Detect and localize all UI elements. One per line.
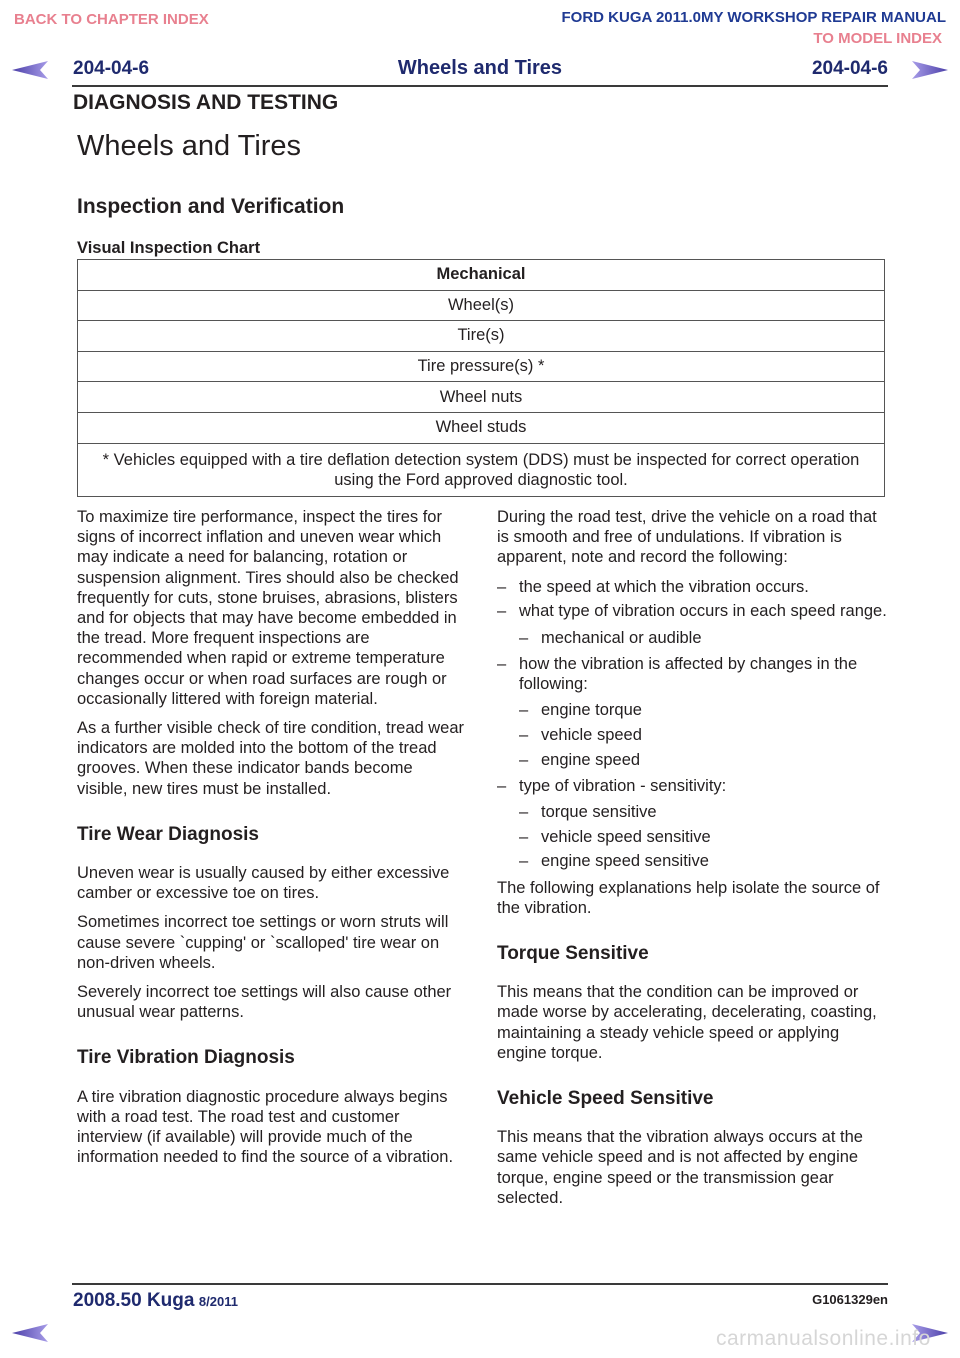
list-item: – mechanical or audible — [519, 628, 889, 648]
manual-title: FORD KUGA 2011.0MY WORKSHOP REPAIR MANUAL — [561, 9, 946, 26]
table-row — [78, 321, 885, 352]
list-item: – torque sensitive — [519, 802, 889, 822]
visual-inspection-chart — [77, 259, 885, 497]
left-column — [77, 507, 467, 1176]
list-item: – engine torque — [519, 700, 889, 720]
footer-rule — [72, 1283, 888, 1285]
table-row — [78, 351, 885, 382]
document-code: G1061329en — [812, 1292, 888, 1307]
list-item: – engine speed sensitive — [519, 851, 889, 871]
category-label: DIAGNOSIS AND TESTING — [73, 91, 339, 114]
table-cell: Tire pressure(s) * — [78, 351, 885, 382]
table-header-cell: Mechanical — [78, 260, 885, 291]
table-row — [78, 260, 885, 291]
footer-model: 2008.50 Kuga — [73, 1290, 195, 1311]
table-cell: Wheel nuts — [78, 382, 885, 413]
header-rule — [72, 85, 888, 87]
table-row — [78, 382, 885, 413]
paragraph: This means that the condition can be improved or made worse by accelerating, decelerating, coasting, maintaining a steady vehicle speed or applying engine torque. — [497, 983, 877, 1062]
footer-model-info — [73, 1290, 238, 1312]
list-item: – the speed at which the vibration occurs. — [497, 577, 889, 597]
table-cell: Tire(s) — [78, 321, 885, 352]
table-row — [78, 443, 885, 496]
right-column — [497, 507, 889, 1217]
paragraph: This means that the vibration always occurs at the same vehicle speed and is not affected by engine torque, engine speed or the transmission gear selected. — [497, 1128, 863, 1207]
subsection-heading: Vehicle Speed Sensitive — [497, 1087, 714, 1109]
page-number-right: 204-04-6 — [811, 58, 888, 79]
footer-date: 8/2011 — [198, 1294, 238, 1309]
list-item: – what type of vibration occurs in each speed range. — [497, 601, 889, 621]
watermark: carmanualsonline.info — [716, 1327, 931, 1350]
paragraph: Sometimes incorrect toe settings or worn struts will cause severe `cupping' or `scalloped' tire wear on non-driven wheels. — [77, 913, 449, 972]
list-item: – engine speed — [519, 750, 889, 770]
table-row — [78, 290, 885, 321]
paragraph: The following explanations help isolate the source of the vibration. — [497, 878, 880, 917]
paragraph: A tire vibration diagnostic procedure always begins with a road test. The road test and customer interview (if available) will provide much of the information needed to find the source of a vibration. — [77, 1087, 454, 1167]
header-section-title: Wheels and Tires — [397, 57, 563, 79]
table-cell: Wheel(s) — [78, 290, 885, 321]
vibration-checklist — [497, 776, 889, 796]
to-model-index-link[interactable]: TO MODEL INDEX — [813, 30, 942, 47]
sub-list — [497, 802, 889, 872]
sub-list — [497, 628, 889, 648]
back-to-chapter-index-link[interactable]: BACK TO CHAPTER INDEX — [14, 11, 209, 28]
subsection-heading: Tire Wear Diagnosis — [77, 823, 259, 845]
page-number-left: 204-04-6 — [73, 58, 150, 79]
paragraph: As a further visible check of tire condition, tread wear indicators are molded into the bottom of the tread grooves. When these indicator bands become visible, new tires must be installed. — [77, 719, 465, 798]
paragraph: To maximize tire performance, inspect the tires for signs of incorrect inflation and uneven wear which may indicate a need for balancing, rotation or suspension alignment. Tires should also be checked frequently for cuts, stone bruises, abrasions, blisters and for objects that may have become embedded in the tread. More frequent inspections are recommended when rapid or extreme temperature changes occur or when road surfaces are rough or occasionally littered with foreign material. — [77, 508, 459, 708]
list-item: – vehicle speed sensitive — [519, 827, 889, 847]
vibration-checklist — [497, 577, 889, 622]
list-item: – type of vibration - sensitivity: — [497, 776, 889, 796]
table-cell: Wheel studs — [78, 412, 885, 443]
vibration-checklist — [497, 654, 889, 694]
list-item: – how the vibration is affected by changes in the following: — [497, 654, 889, 694]
chart-caption: Visual Inspection Chart — [77, 239, 261, 257]
sub-list — [497, 700, 889, 770]
list-item: – vehicle speed — [519, 725, 889, 745]
paragraph: Uneven wear is usually caused by either excessive camber or excessive toe on tires. — [77, 864, 450, 903]
paragraph: During the road test, drive the vehicle on a road that is smooth and free of undulations. If vibration is apparent, note and record the following: — [497, 508, 877, 567]
paragraph: Severely incorrect toe settings will also cause other unusual wear patterns. — [77, 983, 452, 1022]
subsection-heading: Torque Sensitive — [497, 942, 649, 964]
table-row — [78, 412, 885, 443]
previous-page-arrow-icon[interactable] — [10, 1322, 50, 1344]
page-title: Wheels and Tires — [77, 130, 302, 162]
subsection-heading: Tire Vibration Diagnosis — [77, 1047, 295, 1069]
section-heading: Inspection and Verification — [77, 195, 345, 218]
table-footnote-cell: * Vehicles equipped with a tire deflation detection system (DDS) must be inspected for correct operation using the Ford approved diagnostic tool. — [78, 443, 885, 496]
